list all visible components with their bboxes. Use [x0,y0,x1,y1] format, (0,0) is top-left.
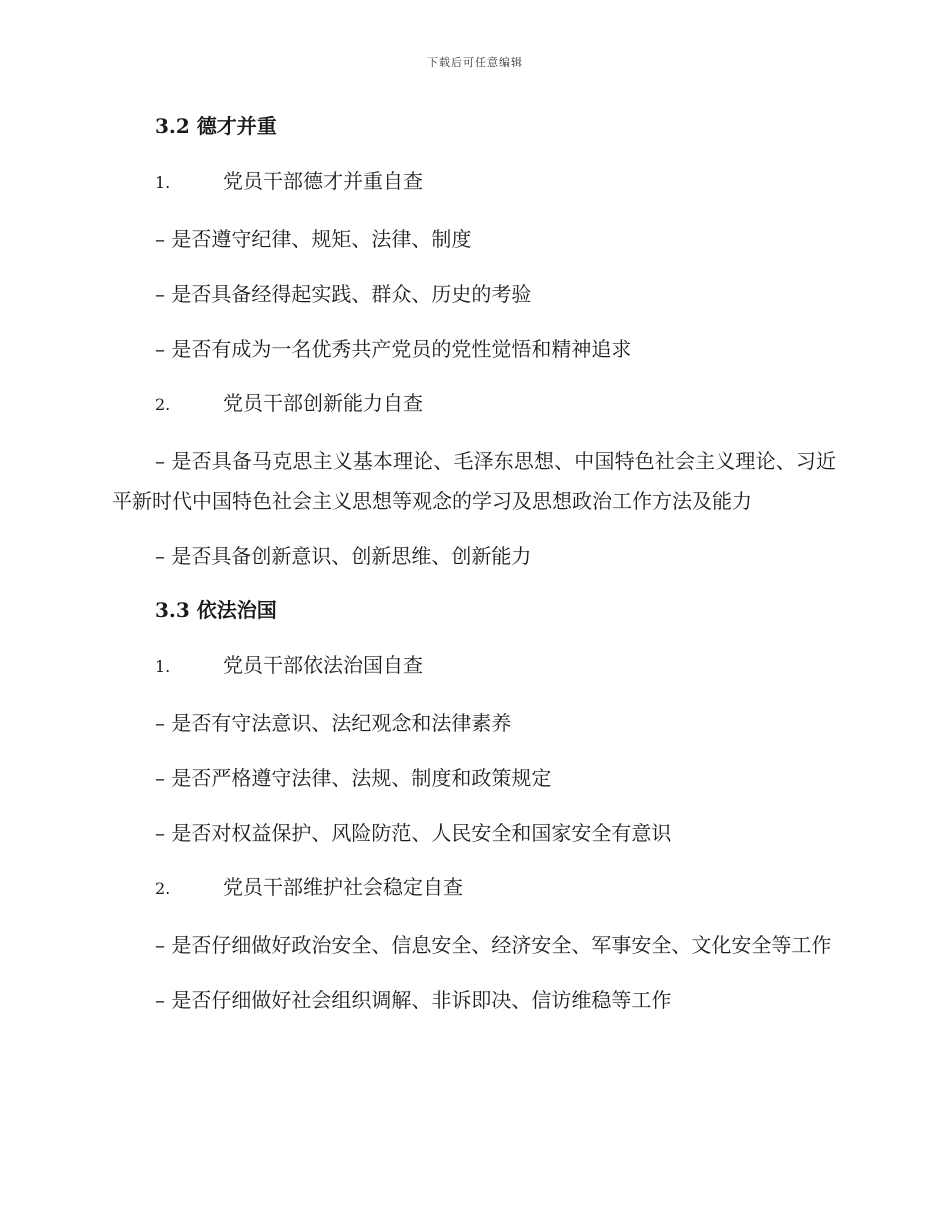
list-item: – 是否有成为一名优秀共产党员的党性觉悟和精神追求 [155,337,632,361]
page-header: 下载后可任意编辑 [427,56,523,69]
document-body [112,107,836,1035]
list-item: – 是否严格遵守法律、法规、制度和政策规定 [155,766,552,790]
section-heading-3-2: 3.2 德才并重 [155,114,277,138]
subheading-text: 党员干部维护社会稳定自查 [223,875,463,899]
list-item: – 是否具备创新意识、创新思维、创新能力 [155,544,532,568]
list-item: – 是否具备马克思主义基本理论、毛泽东思想、中国特色社会主义理论、习近平新时代中国特色社会主义思想等观念的学习及思想政治工作方法及能力 [112,449,836,513]
list-item: – 是否对权益保护、风险防范、人民安全和国家安全有意识 [155,821,672,845]
subheading-text: 党员干部依法治国自查 [223,653,423,677]
numbered-subheading [155,162,836,202]
list-number: 1. [155,657,171,676]
list-item: – 是否具备经得起实践、群众、历史的考验 [155,282,532,306]
list-number: 2. [155,879,171,898]
subheading-text: 党员干部创新能力自查 [223,391,423,415]
section-heading-3-3: 3.3 依法治国 [155,598,277,622]
numbered-subheading [155,868,836,908]
subheading-text: 党员干部德才并重自查 [223,169,423,193]
list-item: – 是否有守法意识、法纪观念和法律素养 [155,711,512,735]
list-item: – 是否仔细做好政治安全、信息安全、经济安全、军事安全、文化安全等工作 [155,933,832,957]
list-number: 1. [155,173,171,192]
list-item: – 是否遵守纪律、规矩、法律、制度 [155,227,472,251]
numbered-subheading [155,384,836,424]
list-number: 2. [155,395,171,414]
list-item: – 是否仔细做好社会组织调解、非诉即决、信访维稳等工作 [155,988,672,1012]
numbered-subheading [155,646,836,686]
